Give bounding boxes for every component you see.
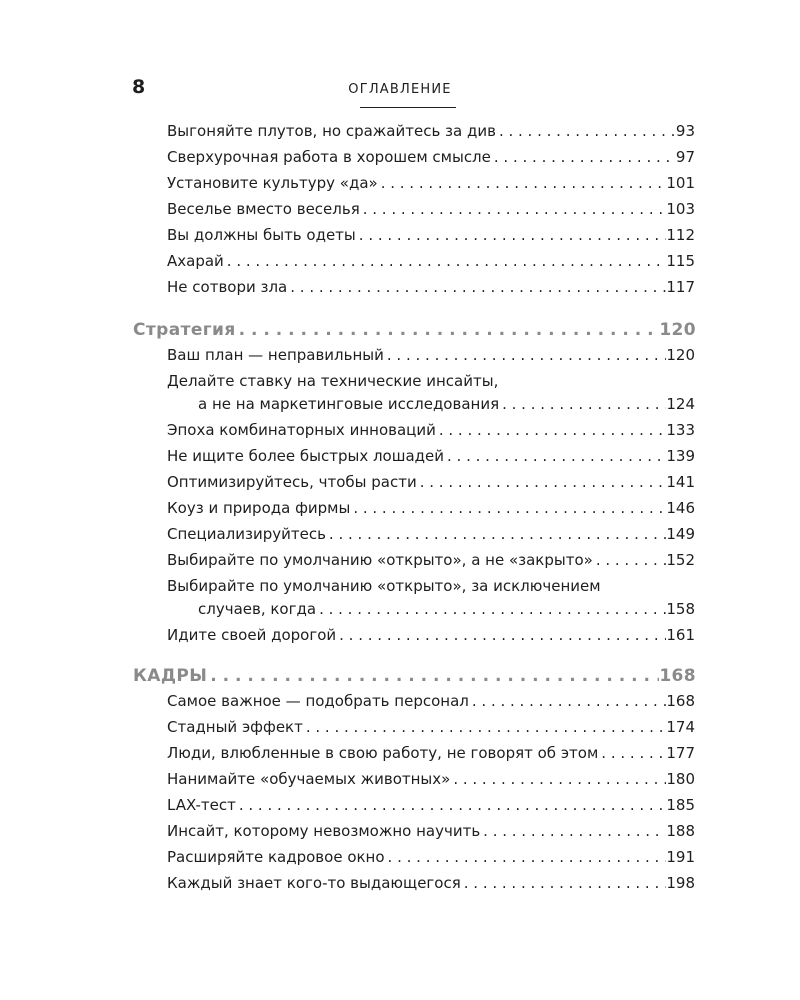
toc-entry[interactable]: [167, 767, 695, 791]
leader-dots: [491, 145, 676, 169]
toc-entry-title: Самое важное — подобрать персонал: [167, 692, 469, 710]
toc-entry-title: Установите культуру «да»: [167, 174, 378, 192]
toc-entry-continuation[interactable]: [198, 392, 695, 416]
toc-entry[interactable]: [167, 548, 695, 572]
toc-entry[interactable]: [167, 119, 695, 143]
toc-entry-page: 146: [666, 499, 695, 517]
toc-section-page: 168: [659, 666, 696, 686]
toc-entry-page: 188: [666, 822, 695, 840]
toc-section-title: КАДРЫ: [133, 666, 208, 686]
toc-entry-page: 161: [666, 626, 695, 644]
leader-dots: [499, 392, 666, 416]
toc-entry-page: 185: [666, 796, 695, 814]
toc-entry-title: Нанимайте «обучаемых животных»: [167, 770, 451, 788]
leader-dots: [450, 767, 666, 791]
leader-dots: [444, 444, 666, 468]
toc-entry-page: 152: [666, 551, 695, 569]
toc-entry[interactable]: [167, 623, 695, 647]
toc-entry-title: Оптимизируйтесь, чтобы расти: [167, 473, 417, 491]
toc-entry[interactable]: [167, 715, 695, 739]
toc-entry-title-continuation: случаев, когда: [198, 600, 317, 618]
toc-entry-page: 115: [666, 252, 695, 270]
leader-dots: [384, 343, 666, 367]
toc-entry-page: 180: [666, 770, 695, 788]
toc-entry-page: 117: [666, 278, 695, 296]
toc-entry-title: Расширяйте кадровое окно: [167, 848, 385, 866]
toc-entry[interactable]: [167, 470, 695, 494]
page-number: 8: [132, 76, 146, 98]
toc-entry[interactable]: [167, 496, 695, 520]
toc-entry[interactable]: [167, 819, 695, 843]
toc-section-strategy[interactable]: [133, 318, 696, 342]
leader-dots: [316, 597, 666, 621]
toc-entry-page: 97: [675, 148, 695, 166]
toc-entry[interactable]: [167, 275, 695, 299]
toc-entry[interactable]: [167, 171, 695, 195]
toc-entry-page: 174: [666, 718, 695, 736]
toc-entry-title: Ахарай: [167, 252, 224, 270]
toc-entry-title: Стадный эффект: [167, 718, 303, 736]
toc-entry-page: 139: [666, 447, 695, 465]
leader-dots: [469, 689, 666, 713]
leader-dots: [336, 623, 666, 647]
toc-section-title: Стратегия: [133, 320, 236, 340]
toc-entry[interactable]: [167, 793, 695, 817]
leader-dots: [593, 548, 667, 572]
toc-entry[interactable]: [167, 741, 695, 765]
toc-entry-title-continuation: а не на маркетинговые исследования: [198, 395, 500, 413]
toc-entry-title: LAX-тест: [167, 796, 236, 814]
toc-entry-page: 141: [666, 473, 695, 491]
toc-entry-title: Вы должны быть одеты: [167, 226, 356, 244]
leader-dots: [480, 819, 666, 843]
running-title: ОГЛАВЛЕНИЕ: [348, 82, 452, 97]
toc-entry-page: 198: [666, 874, 695, 892]
toc-entry-page: 177: [666, 744, 695, 762]
toc-entry[interactable]: [167, 249, 695, 273]
toc-entry-title: Не сотвори зла: [167, 278, 288, 296]
toc-entry-title: Специализируйтесь: [167, 525, 326, 543]
toc-entry[interactable]: [167, 418, 695, 442]
leader-dots: [360, 197, 667, 221]
toc-entry-title: Делайте ставку на технические инсайты,: [167, 372, 499, 390]
toc-entry[interactable]: [167, 145, 695, 169]
toc-entry-continuation[interactable]: [198, 597, 695, 621]
toc-entry-title: Веселье вместо веселья: [167, 200, 360, 218]
toc-entry[interactable]: [167, 871, 695, 895]
toc-entry-page: 120: [666, 346, 695, 364]
leader-dots: [236, 793, 667, 817]
leader-dots: [436, 418, 667, 442]
toc-entry[interactable]: [167, 223, 695, 247]
toc-entry-page: 191: [666, 848, 695, 866]
toc-entry[interactable]: [167, 845, 695, 869]
toc-entry-title: Инсайт, которому невозможно научить: [167, 822, 481, 840]
toc-entry[interactable]: [167, 197, 695, 221]
toc-entry[interactable]: [167, 444, 695, 468]
toc-entry-page: 124: [666, 395, 695, 413]
leader-dots: [326, 522, 666, 546]
toc-entry-title: Ваш план — неправильный: [167, 346, 384, 364]
leader-dots: [224, 249, 667, 273]
toc-entry-title: Коуз и природа фирмы: [167, 499, 351, 517]
toc-entry-title: Эпоха комбинаторных инноваций: [167, 421, 436, 439]
leader-dots: [350, 496, 666, 520]
toc-entry-title: Сверхурочная работа в хорошем смысле: [167, 148, 491, 166]
toc-entry-page: 93: [675, 122, 695, 140]
leader-dots: [378, 171, 667, 195]
leader-dots: [356, 223, 667, 247]
leader-dots: [385, 845, 667, 869]
leader-dots: [287, 275, 666, 299]
toc-entry[interactable]: [167, 689, 695, 713]
toc-entry[interactable]: [167, 522, 695, 546]
leader-dots: [461, 871, 667, 895]
toc-entry-title: Выбирайте по умолчанию «открыто», а не «закрыто»: [167, 551, 593, 569]
toc-entry-page: 149: [666, 525, 695, 543]
toc-entry[interactable]: [167, 369, 695, 393]
leader-dots: [236, 318, 660, 342]
leader-dots: [496, 119, 676, 143]
toc-entry-title: Каждый знает кого-то выдающегося: [167, 874, 461, 892]
toc-entry-title: Выбирайте по умолчанию «открыто», за исключением: [167, 577, 601, 595]
toc-entry-page: 168: [666, 692, 695, 710]
toc-entry-title: Люди, влюбленные в свою работу, не говорят об этом: [167, 744, 599, 762]
toc-section-people[interactable]: [133, 664, 696, 688]
toc-entry-page: 112: [666, 226, 695, 244]
toc-entry[interactable]: [167, 343, 695, 367]
toc-entry-title: Выгоняйте плутов, но сражайтесь за див: [167, 122, 496, 140]
toc-entry-page: 133: [666, 421, 695, 439]
leader-dots: [303, 715, 667, 739]
toc-entry[interactable]: [167, 574, 695, 598]
toc-entry-page: 101: [666, 174, 695, 192]
toc-section-page: 120: [659, 320, 696, 340]
toc-entry-page: 158: [666, 600, 695, 618]
leader-dots: [417, 470, 667, 494]
toc-entry-title: Не ищите более быстрых лошадей: [167, 447, 444, 465]
toc-entry-title: Идите своей дорогой: [167, 626, 337, 644]
leader-dots: [207, 664, 659, 688]
toc-entry-page: 103: [666, 200, 695, 218]
leader-dots: [598, 741, 666, 765]
